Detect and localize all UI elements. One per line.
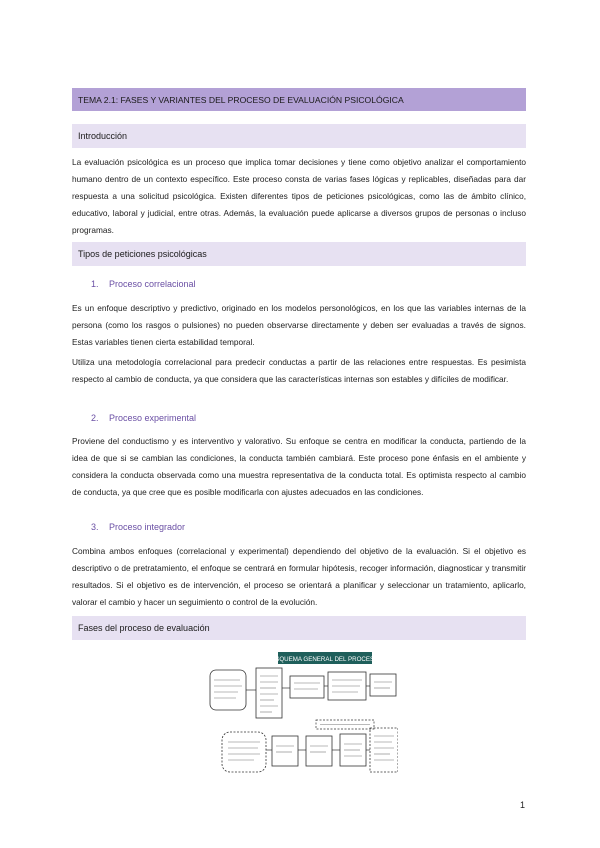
diagram-box-5: [272, 736, 298, 766]
correlacional-paragraph-1: Es un enfoque descriptivo y predictivo, originado en los modelos personológicos, en los que las variables internas de la persona (como los rasgos o pulsiones) no pueden observarse directamente y deben ser evaluadas a través de signos. Estas variables tienen cierta estabilidad temporal.: [72, 303, 526, 347]
diagram-box-6: [306, 736, 332, 766]
section-heading-tipos: Tipos de peticiones psicológicas: [72, 242, 526, 266]
diagram-header-text: ESQUEMA GENERAL DEL PROCESO: [271, 656, 379, 663]
integrador-paragraph: Combina ambos enfoques (correlacional y experimental) dependiendo del objetivo de la evaluación. Si el objetivo es descriptivo o de pretratamiento, el enfoque se centrará en formular hipótesis, recoger información, diagnosticar y transmitir resultados. Si el objetivo es de intervención, el proceso se orientará a planificar y seleccionar un tratamiento, aplicarlo, valorar el cambio y hacer un seguimiento o control de la evolución.: [72, 546, 526, 607]
subheading-proceso-correlacional: 1. Proceso correlacional: [91, 279, 196, 289]
process-diagram: [208, 650, 398, 778]
intro-paragraph: La evaluación psicológica es un proceso que implica tomar decisiones y tiene como objetivo analizar el comportamiento humano dentro de un contexto específico. Este proceso consta de varias fases lógicas y replicables, diseñadas para dar respuesta a una solicitud psicológica. Existen diferentes tipos de peticiones psicológicas, como las de ámbito clínico, educativo, laboral y judicial, entre otras. Además, la evaluación puede aplicarse a diversos grupos de personas o incluso programas.: [72, 157, 526, 235]
subheading-proceso-integrador: 3. Proceso integrador: [91, 522, 186, 532]
diagram-illegible-text-marks: [214, 676, 394, 760]
subheading-proceso-experimental: 2. Proceso experimental: [91, 413, 197, 423]
section-heading-fases: Fases del proceso de evaluación: [72, 616, 526, 640]
diagram-box-1: [256, 668, 282, 718]
experimental-paragraph: Proviene del conductismo y es interventivo y valorativo. Su enfoque se centra en modificar la conducta, partiendo de la idea de que si se cambian las condiciones, la conducta también cambiará. Este proceso pone énfasis en el ambiente y considera la conducta observada como una muestra representativa de la conducta total. Es optimista respecto al cambio de conducta, ya que cree que es posible modificarla con ajustes adecuados en las condiciones.: [72, 436, 526, 497]
page-number: 1: [520, 800, 526, 810]
diagram-box-2: [290, 676, 324, 698]
correlacional-paragraph-2: Utiliza una metodología correlacional para predecir conductas a partir de las relaciones entre respuestas. Es pesimista respecto al cambio de conducta, ya que considera que las características internas son estables y difíciles de modificar.: [72, 357, 526, 384]
section-heading-introduccion: Introducción: [72, 124, 526, 148]
document-title-band: [72, 88, 526, 111]
diagram-box-4: [370, 674, 396, 696]
document-title: TEMA 2.1: FASES Y VARIANTES DEL PROCESO DE EVALUACIÓN PSICOLÓGICA: [78, 94, 404, 105]
diagram-box-end: [222, 732, 266, 772]
diagram-box-8: [370, 728, 398, 772]
diagram-box-start: [210, 670, 246, 710]
